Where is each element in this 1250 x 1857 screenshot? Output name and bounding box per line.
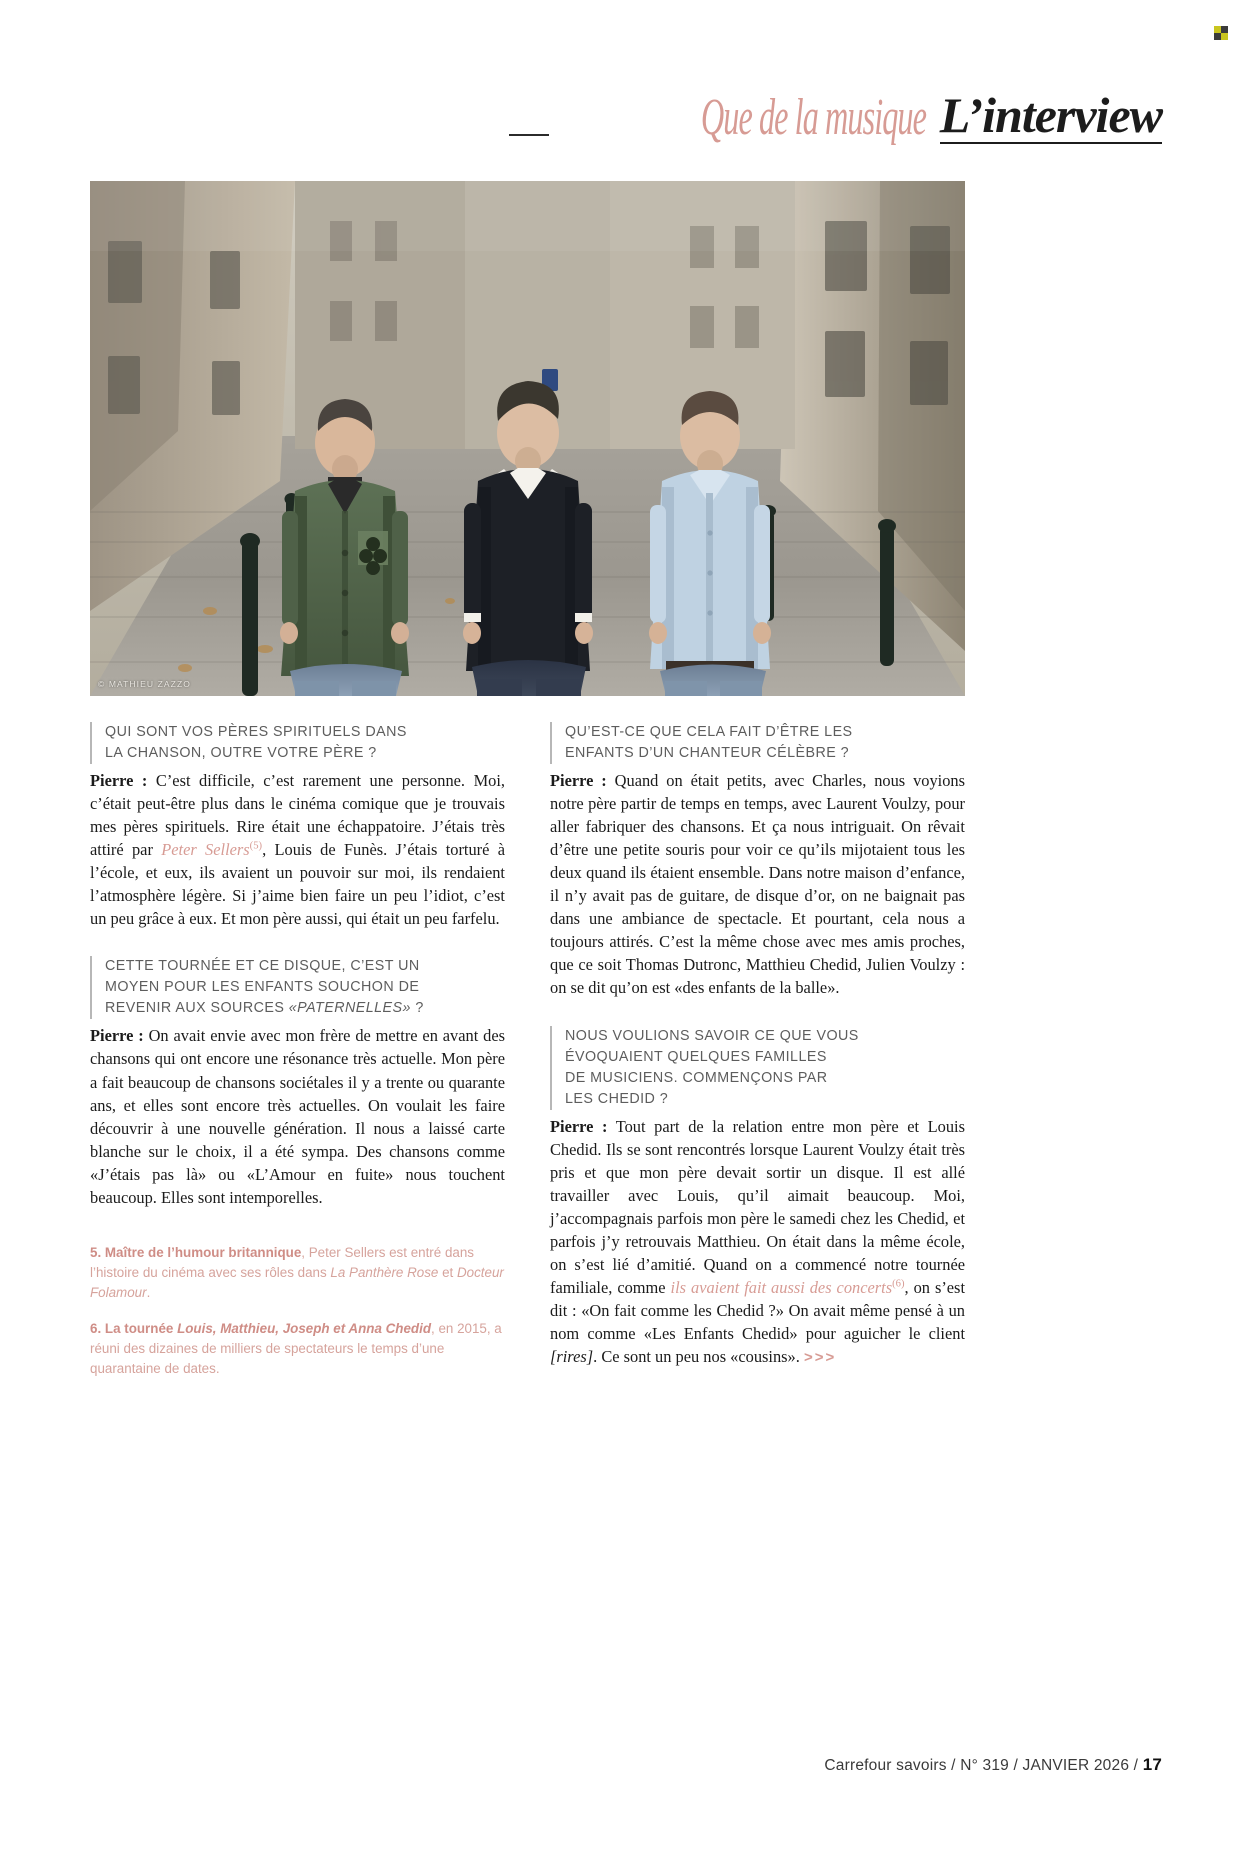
footnote-marker-6: (6)	[892, 1278, 905, 1290]
crop-mark-quadrant	[1221, 33, 1228, 40]
question-4-line-2: ÉVOQUAIENT QUELQUES FAMILLES	[565, 1048, 827, 1065]
footnote-5-body-2: et	[438, 1264, 457, 1280]
answer-3-text: Quand on était petits, avec Charles, nous voyions notre père partir de temps en temps, avec Laurent Voulzy, pour aller fabriquer des chansons. Et ça nous intriguait. On rêvait d’être une petite souris pour voir ce qu’ils mijotaient tous les deux quand ils étaient ensemble. Dans notre maison d’enfance, il n’y avait pas de guitare, de disque d’or, on ne baignait pas dans une ambiance de spectacle. Et pourtant, cela nous a toujours attirés. C’est la même chose avec mes amis proches, que ce soit Thomas Dutronc, Matthieu Chedid, Julien Voulzy : on se dit qu’on est «des enfants de la balle».	[550, 771, 965, 998]
footnote-6-body: , en 2015, a réuni des dizaines de milliers de spectateurs le temps d’une quarantaine de dates.	[90, 1321, 502, 1377]
question-heading-4	[550, 1026, 965, 1110]
footnote-5-title-1: La Panthère Rose	[330, 1264, 439, 1280]
footnotes-block	[90, 1243, 505, 1380]
column-right	[550, 722, 965, 1379]
photo-credit: © MATHIEU ZAZZO	[98, 679, 191, 689]
footnote-5-lead: 5. Maître de l’humour britannique	[90, 1244, 302, 1260]
speaker-label-2: Pierre :	[90, 1026, 144, 1046]
question-4-line-4: LES CHEDID ?	[565, 1090, 669, 1107]
question-heading-2	[90, 956, 505, 1019]
answer-1	[90, 769, 505, 930]
continuation-arrows-icon: >>>	[803, 1349, 837, 1367]
crop-mark-quadrant	[1214, 26, 1221, 33]
answer-4-part-2: , on s’est dit : «On fait comme les Chedid ?» On avait même pensé à un nom comme «Les Enfants Chedid» pour aguicher le client	[550, 1277, 965, 1343]
footnote-5-title-2: Docteur Folamour	[90, 1264, 504, 1300]
answer-1-part-1: C’est difficile, c’est rarement une personne. Moi, c’était peut-être plus dans le cinéma comique que je trouvais mes pères spirituels. Rire était une échappatoire. J’étais très attiré par	[90, 771, 505, 860]
footnote-6-lead-italic: Louis, Matthieu, Joseph et Anna Chedid	[177, 1321, 432, 1337]
footer-issue: N° 319	[960, 1757, 1009, 1774]
answer-4-stage-direction: [rires]	[550, 1347, 594, 1367]
footnote-marker-5: (5)	[249, 840, 263, 852]
question-3-line-1: QU’EST-CE QUE CELA FAIT D’ÊTRE LES	[565, 724, 853, 740]
reference-peter-sellers: Peter Sellers	[161, 840, 250, 860]
page-footer	[824, 1755, 1162, 1775]
question-2-line-1: CETTE TOURNÉE ET CE DISQUE, C’EST UN	[105, 958, 420, 975]
question-3-line-2: ENFANTS D’UN CHANTEUR CÉLÈBRE ?	[565, 745, 850, 762]
page-masthead	[90, 82, 1162, 147]
footer-date: JANVIER 2026	[1022, 1757, 1130, 1774]
question-1-line-1: QUI SONT VOS PÈRES SPIRITUELS DANS	[105, 724, 407, 740]
answer-1-part-2: , Louis de Funès. J’étais torturé à l’école, et eux, ils avaient un pouvoir sur moi, ils rendaient l’atmosphère légère. Si j’aime bien faire un peu l’idiot, c’est un peu grâce à eux. Et mon père aussi, qui était un peu farfelu.	[90, 840, 505, 929]
page-number: 17	[1142, 1755, 1162, 1774]
column-left	[90, 722, 505, 1379]
answer-4-part-1: Tout part de la relation entre mon père et Louis Chedid. Ils se sont rencontrés lorsque Laurent Voulzy était très pris et que mon père devait sortir un disque. Il est allé travailler avec Louis, qu’il aimait beaucoup. Moi, j’accompagnais parfois mon père le samedi chez les Chedid, et parfois j’y retrouvais Matthieu. On était dans la même école, on s’est lié d’amitié. Quand on a commencé notre tournée familiale, comme	[550, 1116, 965, 1297]
question-heading-3	[550, 722, 965, 764]
page-title: L’interview	[939, 87, 1162, 143]
question-2-emphasis: «PATERNELLES»	[288, 1000, 411, 1017]
footnote-5	[90, 1243, 505, 1303]
speaker-label-1: Pierre :	[90, 771, 148, 791]
answer-4-part-3: . Ce sont un peu nos «cousins».	[593, 1347, 804, 1367]
footnote-6	[90, 1319, 505, 1379]
reference-chedid-concerts: ils avaient fait aussi des concerts	[670, 1277, 893, 1297]
masthead-kicker: Que de la musique	[700, 89, 926, 147]
footer-separator: /	[1008, 1757, 1023, 1774]
answer-2	[90, 1024, 505, 1208]
question-2-line-3-pre: REVENIR AUX SOURCES	[105, 1000, 289, 1017]
footnote-5-body-3: .	[146, 1285, 151, 1300]
question-2-line-2: MOYEN POUR LES ENFANTS SOUCHON DE	[105, 979, 420, 996]
crop-mark-quadrant	[1221, 26, 1228, 33]
speaker-label-4: Pierre :	[550, 1116, 608, 1136]
hero-photo	[90, 181, 965, 696]
question-2-line-3-post: ?	[410, 1000, 424, 1017]
question-heading-1	[90, 722, 505, 764]
question-1-line-2: LA CHANSON, OUTRE VOTRE PÈRE ?	[105, 745, 377, 762]
footer-separator: /	[946, 1757, 961, 1774]
crop-mark-quadrant	[1214, 33, 1221, 40]
speaker-label-3: Pierre :	[550, 771, 607, 791]
masthead-rule	[509, 134, 549, 136]
footnote-5-body-1: , Peter Sellers est entré dans l’histoire du cinéma avec ses rôles dans	[90, 1244, 474, 1280]
footer-publication: Carrefour savoirs	[824, 1757, 947, 1774]
question-4-line-3: DE MUSICIENS. COMMENÇONS PAR	[565, 1069, 828, 1086]
crop-mark	[1214, 26, 1228, 40]
footer-separator: /	[1129, 1757, 1143, 1774]
article-columns	[90, 722, 965, 1379]
question-4-line-1: NOUS VOULIONS SAVOIR CE QUE VOUS	[565, 1027, 859, 1044]
hero-photo-illustration	[90, 181, 965, 696]
answer-4	[550, 1115, 965, 1369]
answer-2-text: On avait envie avec mon frère de mettre en avant des chansons qui ont encore une résonance très actuelle. Mon père a fait beaucoup de chansons sociétales il y a trente ou quarante ans, et elles sont encore très actuelles. On voulait les faire découvrir à une nouvelle génération. Il nous a laissé carte blanche sur le choix, il a été sympa. Des chansons comme «J’étais pas là» ou «L’Amour en fuite» nous touchent beaucoup. Elles sont intemporelles.	[90, 1026, 505, 1207]
footnote-6-lead-pre: 6. La tournée	[90, 1321, 178, 1337]
answer-3	[550, 769, 965, 999]
